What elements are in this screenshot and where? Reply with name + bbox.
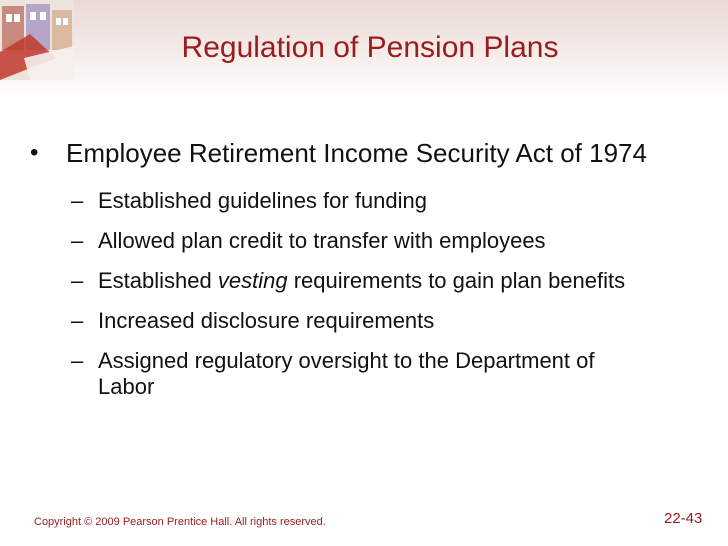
copyright-footer: Copyright © 2009 Pearson Prentice Hall. All rights reserved.: [34, 516, 326, 528]
building-logo-icon: [0, 0, 74, 80]
sub-item: [28, 188, 708, 214]
content-list: [28, 138, 708, 414]
bullet-text: Employee Retirement Income Security Act of 1974: [66, 138, 647, 168]
slide-title: Regulation of Pension Plans: [181, 31, 559, 64]
sub-item-text: [98, 268, 648, 294]
sub-item: [28, 308, 708, 334]
sub-item-text: Allowed plan credit to transfer with employees: [98, 228, 546, 253]
vesting-emphasis: vesting: [217, 268, 288, 293]
page-number: 22-43: [664, 510, 703, 527]
dash-icon: –: [71, 188, 84, 213]
sub-item-text: Increased disclosure requirements: [98, 308, 435, 333]
sub-item-text: Assigned regulatory oversight to the Department of Labor: [98, 348, 595, 399]
sub-item-text-post: requirements to gain plan benefits: [287, 268, 626, 293]
dash-icon: –: [71, 348, 84, 373]
bullet-item: [28, 138, 708, 168]
bullet-icon: •: [30, 139, 39, 166]
dash-icon: –: [71, 228, 84, 253]
sub-item: [28, 348, 708, 400]
dash-icon: –: [71, 268, 84, 293]
sub-item: [28, 268, 708, 294]
dash-icon: –: [71, 308, 84, 333]
sub-item-text-pre: Established: [98, 268, 218, 293]
sub-item-text: Established guidelines for funding: [98, 188, 428, 213]
sub-item: [28, 228, 708, 254]
